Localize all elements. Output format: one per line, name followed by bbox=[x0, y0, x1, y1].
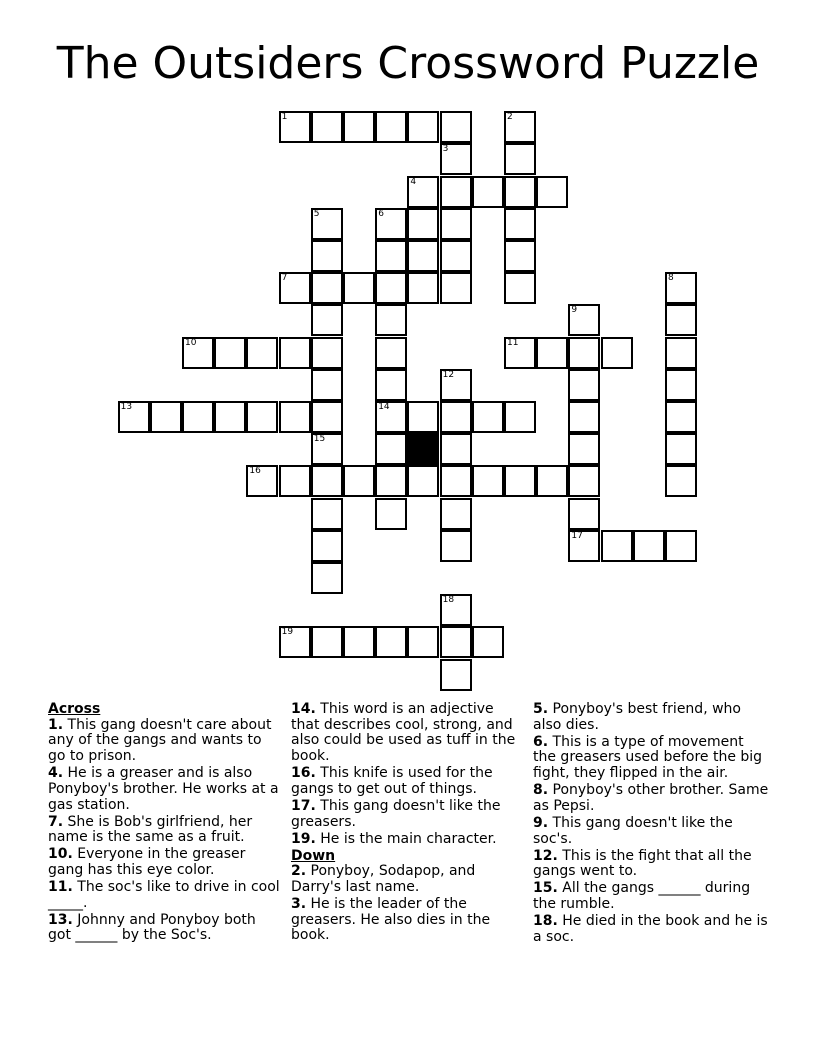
clue-number-label: 6 bbox=[378, 208, 384, 219]
grid-cell[interactable] bbox=[311, 111, 343, 143]
clue-number: 13. bbox=[48, 911, 73, 928]
grid-cell[interactable] bbox=[407, 111, 439, 143]
grid-cell[interactable] bbox=[279, 337, 311, 369]
black-square bbox=[407, 433, 439, 465]
grid-cell[interactable] bbox=[568, 401, 600, 433]
grid-cell[interactable] bbox=[633, 530, 665, 562]
clue-number-label: 15 bbox=[313, 434, 326, 445]
clue-number: 17. bbox=[291, 797, 316, 814]
grid-cell[interactable] bbox=[214, 401, 246, 433]
grid-cell[interactable] bbox=[504, 465, 536, 497]
grid-cell[interactable] bbox=[601, 530, 633, 562]
grid-cell[interactable] bbox=[568, 465, 600, 497]
grid-cell[interactable] bbox=[665, 304, 697, 336]
grid-cell[interactable] bbox=[182, 337, 214, 369]
grid-cell[interactable] bbox=[343, 272, 375, 304]
grid-cell[interactable] bbox=[440, 659, 472, 691]
grid-cell[interactable] bbox=[568, 304, 600, 336]
clue-text: Ponyboy's best friend, who also dies. bbox=[533, 701, 741, 733]
grid-cell[interactable] bbox=[440, 530, 472, 562]
grid-cell[interactable] bbox=[375, 272, 407, 304]
down-clue-8 bbox=[533, 783, 771, 814]
across-clue-16 bbox=[291, 766, 523, 797]
grid-cell[interactable] bbox=[118, 401, 150, 433]
down-clue-15 bbox=[533, 881, 771, 912]
across-clue-14 bbox=[291, 702, 523, 765]
clue-number-label: 1 bbox=[281, 112, 288, 123]
grid-cell[interactable] bbox=[407, 176, 439, 208]
clue-text: This word is an adjective that describes cool, strong, and also could be used as tuff in the book. bbox=[291, 701, 516, 765]
grid-cell[interactable] bbox=[407, 465, 439, 497]
grid-cell[interactable] bbox=[375, 401, 407, 433]
grid-cell[interactable] bbox=[440, 401, 472, 433]
grid-cell[interactable] bbox=[665, 530, 697, 562]
grid-cell[interactable] bbox=[568, 337, 600, 369]
grid-cell[interactable] bbox=[536, 465, 568, 497]
clue-text: The soc's like to drive in cool _____. bbox=[48, 878, 280, 911]
grid-cell[interactable] bbox=[568, 369, 600, 401]
clue-number: 3. bbox=[291, 895, 307, 912]
down-clue-6 bbox=[533, 735, 771, 782]
grid-cell[interactable] bbox=[311, 369, 343, 401]
grid-cell[interactable] bbox=[407, 208, 439, 240]
clue-number-label: 8 bbox=[668, 273, 674, 284]
clue-text: Everyone in the greaser gang has this eye color. bbox=[48, 846, 246, 878]
grid-cell[interactable] bbox=[440, 498, 472, 530]
clue-text: This is a type of movement the greasers used before the big fight, they flipped in the air. bbox=[533, 733, 763, 782]
grid-cell[interactable] bbox=[472, 465, 504, 497]
clue-number: 10. bbox=[48, 846, 73, 863]
grid-cell[interactable] bbox=[504, 401, 536, 433]
grid-cell[interactable] bbox=[440, 433, 472, 465]
grid-cell[interactable] bbox=[150, 401, 182, 433]
across-clue-11 bbox=[48, 880, 280, 911]
grid-cell[interactable] bbox=[246, 337, 278, 369]
grid-cell[interactable] bbox=[311, 208, 343, 240]
clue-number-label: 2 bbox=[507, 112, 513, 123]
clue-text: Ponyboy, Sodapop, and Darry's last name. bbox=[291, 863, 476, 895]
down-clue-5 bbox=[533, 702, 771, 733]
grid-cell[interactable] bbox=[407, 272, 439, 304]
clue-number-label: 19 bbox=[281, 627, 294, 638]
grid-cell[interactable] bbox=[311, 401, 343, 433]
clue-text: This gang doesn't like the soc's. bbox=[533, 814, 733, 847]
clue-text: This is the fight that all the gangs went to. bbox=[533, 847, 752, 880]
grid-cell[interactable] bbox=[311, 562, 343, 594]
grid-cell[interactable] bbox=[375, 465, 407, 497]
grid-cell[interactable] bbox=[440, 594, 472, 626]
grid-cell[interactable] bbox=[375, 240, 407, 272]
grid-cell[interactable] bbox=[279, 111, 311, 143]
grid-cell[interactable] bbox=[311, 240, 343, 272]
across-clue-17 bbox=[291, 799, 523, 830]
clue-text: Ponyboy's other brother. Same as Pepsi. bbox=[533, 782, 769, 814]
grid-cell[interactable] bbox=[504, 272, 536, 304]
across-clue-19 bbox=[291, 832, 523, 848]
grid-cell[interactable] bbox=[279, 626, 311, 658]
clue-number-label: 16 bbox=[249, 466, 261, 477]
grid-cell[interactable] bbox=[601, 337, 633, 369]
grid-cell[interactable] bbox=[375, 111, 407, 143]
grid-cell[interactable] bbox=[279, 272, 311, 304]
grid-cell[interactable] bbox=[440, 465, 472, 497]
grid-cell[interactable] bbox=[504, 111, 536, 143]
clue-number: 14. bbox=[291, 701, 316, 717]
grid-cell[interactable] bbox=[311, 304, 343, 336]
clue-text: He is a greaser and is also Ponyboy's brother. He works at a gas station. bbox=[48, 765, 279, 813]
grid-cell[interactable] bbox=[504, 337, 536, 369]
clues-column-3 bbox=[533, 702, 771, 947]
grid-cell[interactable] bbox=[407, 401, 439, 433]
grid-cell[interactable] bbox=[665, 337, 697, 369]
grid-cell[interactable] bbox=[440, 143, 472, 175]
grid-cell[interactable] bbox=[665, 401, 697, 433]
clue-number-label: 3 bbox=[442, 144, 449, 155]
clue-number: 4. bbox=[48, 765, 64, 782]
clue-number: 7. bbox=[48, 813, 64, 830]
clue-number: 2. bbox=[291, 863, 307, 880]
clue-number-label: 9 bbox=[571, 305, 578, 316]
grid-cell[interactable] bbox=[375, 498, 407, 530]
clue-text: All the gangs ______ during the rumble. bbox=[533, 880, 751, 912]
clue-number-label: 17 bbox=[571, 530, 583, 541]
grid-cell[interactable] bbox=[440, 369, 472, 401]
grid-cell[interactable] bbox=[440, 272, 472, 304]
clue-number: 9. bbox=[533, 814, 549, 831]
grid-cell[interactable] bbox=[343, 465, 375, 497]
grid-cell[interactable] bbox=[375, 208, 407, 240]
clue-number-label: 5 bbox=[313, 208, 320, 219]
clue-text: This gang doesn't like the greasers. bbox=[291, 797, 501, 830]
grid-cell[interactable] bbox=[246, 465, 278, 497]
clue-number-label: 13 bbox=[120, 401, 133, 412]
down-clue-12 bbox=[533, 849, 771, 880]
grid-cell[interactable] bbox=[246, 401, 278, 433]
grid-cell[interactable] bbox=[214, 337, 246, 369]
grid-cell[interactable] bbox=[407, 626, 439, 658]
grid-cell[interactable] bbox=[440, 176, 472, 208]
grid-cell[interactable] bbox=[536, 176, 568, 208]
grid-cell[interactable] bbox=[311, 626, 343, 658]
down-clue-18 bbox=[533, 914, 771, 945]
grid-cell[interactable] bbox=[472, 626, 504, 658]
across-heading: Across bbox=[48, 701, 101, 717]
grid-cell[interactable] bbox=[568, 530, 600, 562]
grid-cell[interactable] bbox=[568, 498, 600, 530]
down-clue-9 bbox=[533, 816, 771, 847]
grid-cell[interactable] bbox=[665, 433, 697, 465]
clue-number: 19. bbox=[291, 830, 316, 847]
clue-text: He is the main character. bbox=[320, 830, 497, 847]
clue-number: 18. bbox=[533, 912, 558, 929]
grid-cell[interactable] bbox=[472, 176, 504, 208]
grid-cell[interactable] bbox=[440, 626, 472, 658]
clue-number-label: 7 bbox=[281, 273, 288, 284]
grid-cell[interactable] bbox=[343, 626, 375, 658]
clue-number-label: 18 bbox=[442, 595, 455, 606]
clue-number: 8. bbox=[533, 782, 549, 799]
clue-text: He died in the book and he is a soc. bbox=[533, 912, 768, 945]
grid-cell[interactable] bbox=[375, 304, 407, 336]
clue-number-label: 4 bbox=[410, 176, 417, 187]
grid-cell[interactable] bbox=[375, 626, 407, 658]
grid-cell[interactable] bbox=[311, 465, 343, 497]
across-clue-4 bbox=[48, 766, 280, 813]
grid-cell[interactable] bbox=[311, 337, 343, 369]
clue-number-label: 12 bbox=[442, 369, 455, 380]
grid-cell[interactable] bbox=[568, 433, 600, 465]
grid-cell[interactable] bbox=[311, 433, 343, 465]
clue-text: Johnny and Ponyboy both got ______ by the Soc's. bbox=[48, 911, 256, 944]
grid-cell[interactable] bbox=[536, 337, 568, 369]
clue-text: This knife is used for the gangs to get out of things. bbox=[291, 765, 493, 797]
grid-cell[interactable] bbox=[504, 240, 536, 272]
grid-cell[interactable] bbox=[375, 337, 407, 369]
clues-column-2 bbox=[291, 702, 523, 945]
grid-cell[interactable] bbox=[279, 401, 311, 433]
across-clue-13 bbox=[48, 913, 280, 944]
grid-cell[interactable] bbox=[504, 176, 536, 208]
clue-text: He is the leader of the greasers. He also dies in the book. bbox=[291, 895, 491, 944]
grid-cell[interactable] bbox=[311, 272, 343, 304]
grid-cell[interactable] bbox=[665, 465, 697, 497]
grid-cell[interactable] bbox=[375, 433, 407, 465]
clue-number: 16. bbox=[291, 765, 316, 782]
grid-cell[interactable] bbox=[665, 272, 697, 304]
down-clue-2 bbox=[291, 864, 523, 895]
grid-cell[interactable] bbox=[311, 530, 343, 562]
clue-number: 5. bbox=[533, 701, 549, 717]
clue-number-label: 11 bbox=[507, 337, 519, 348]
clue-number-label: 10 bbox=[185, 337, 197, 348]
clue-number: 6. bbox=[533, 733, 549, 750]
grid-cell[interactable] bbox=[343, 111, 375, 143]
grid-cell[interactable] bbox=[182, 401, 214, 433]
down-clue-3 bbox=[291, 897, 523, 944]
puzzle-title: The Outsiders Crossword Puzzle bbox=[56, 38, 760, 89]
grid-cell[interactable] bbox=[279, 465, 311, 497]
clue-number: 11. bbox=[48, 878, 73, 895]
across-clue-7 bbox=[48, 815, 280, 846]
grid-cell[interactable] bbox=[665, 369, 697, 401]
grid-cell[interactable] bbox=[440, 240, 472, 272]
clue-number-label: 14 bbox=[378, 401, 390, 412]
clues-column-1 bbox=[48, 702, 280, 945]
clue-number: 12. bbox=[533, 847, 558, 864]
grid-cell[interactable] bbox=[375, 369, 407, 401]
grid-cell[interactable] bbox=[440, 208, 472, 240]
grid-cell[interactable] bbox=[440, 111, 472, 143]
grid-cell[interactable] bbox=[311, 498, 343, 530]
grid-cell[interactable] bbox=[472, 401, 504, 433]
down-heading: Down bbox=[291, 847, 336, 864]
across-clue-10 bbox=[48, 847, 280, 878]
clue-number: 1. bbox=[48, 716, 64, 733]
grid-cell[interactable] bbox=[504, 208, 536, 240]
clue-number: 15. bbox=[533, 880, 558, 897]
grid-cell[interactable] bbox=[407, 240, 439, 272]
across-clue-1 bbox=[48, 718, 280, 765]
clue-text: This gang doesn't care about any of the gangs and wants to go to prison. bbox=[48, 716, 272, 765]
grid-cell[interactable] bbox=[504, 143, 536, 175]
clue-text: She is Bob's girlfriend, her name is the same as a fruit. bbox=[48, 813, 253, 846]
